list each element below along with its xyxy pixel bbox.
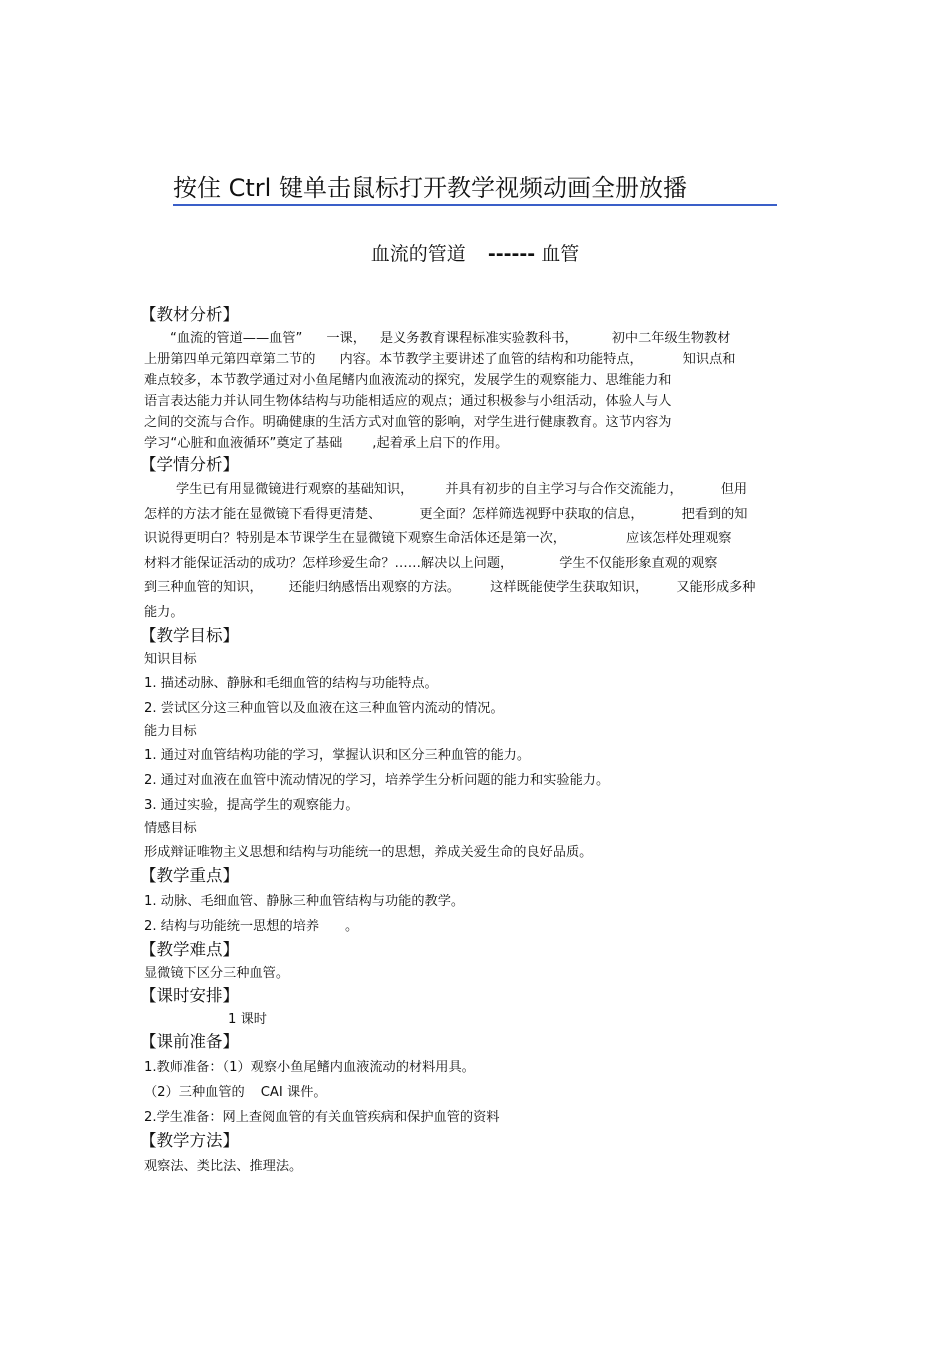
list-item: 1. 通过对血管结构功能的学习，掌握认识和区分三种血管的能力。 — [144, 748, 531, 763]
paragraph-line: 上册第四单元第四章第二节的 内容。本节教学主要讲述了血管的结构和功能特点， 知识点和 — [144, 352, 736, 367]
list-item: 1. 描述动脉、静脉和毛细血管的结构与功能特点。 — [144, 676, 438, 691]
title-left: 血流的管道 — [370, 243, 466, 265]
list-item: （2）三种血管的 CAI 课件。 — [144, 1085, 327, 1100]
emotion-goal-label: 情感目标 — [144, 821, 197, 836]
list-item: 1. 动脉、毛细血管、静脉三种血管结构与功能的教学。 — [144, 894, 465, 909]
list-item: 2. 尝试区分这三种血管以及血液在这三种血管内流动的情况。 — [144, 701, 504, 716]
title-dash: ------ — [487, 243, 536, 265]
section-heading-difficulties: 【教学难点】 — [140, 940, 239, 959]
section-heading-schedule: 【课时安排】 — [140, 986, 239, 1005]
methods-text: 观察法、类比法、推理法。 — [144, 1159, 303, 1174]
paragraph-line: 学生已有用显微镜进行观察的基础知识， 并具有初步的自主学习与合作交流能力， 但用 — [176, 482, 748, 497]
section-heading-methods: 【教学方法】 — [140, 1131, 239, 1150]
paragraph-line: 语言表达能力并认同生物体结构与功能相适应的观点；通过积极参与小组活动，体验人与人 — [144, 394, 672, 409]
section-heading-key-points: 【教学重点】 — [140, 866, 239, 885]
paragraph-line: 学习“心脏和血液循环”奠定了基础 ,起着承上启下的作用。 — [144, 436, 509, 451]
paragraph-line: 能力。 — [144, 604, 184, 620]
list-item: 3. 通过实验，提高学生的观察能力。 — [144, 798, 359, 813]
list-item: 2. 结构与功能统一思想的培养 。 — [144, 919, 359, 934]
paragraph-line: 难点较多，本节教学通过对小鱼尾鳍内血液流动的探究，发展学生的观察能力、思维能力和 — [144, 373, 672, 388]
video-link-banner[interactable]: 按住 Ctrl 键单击鼠标打开教学视频动画全册放播 — [173, 172, 777, 206]
difficulty-text: 显微镜下区分三种血管。 — [144, 966, 290, 981]
list-item: 1.教师准备：（1）观察小鱼尾鳍内血液流动的材料用具。 — [144, 1060, 475, 1075]
section-heading-preparation: 【课前准备】 — [140, 1032, 239, 1051]
paragraph-line: 怎样的方法才能在显微镜下看得更清楚、 更全面？怎样筛选视野中获取的信息， 把看到的知 — [144, 506, 748, 522]
lesson-title — [0, 240, 950, 268]
document-body — [140, 304, 810, 1179]
schedule-text: 1 课时 — [228, 1012, 267, 1027]
list-item: 2. 通过对血液在血管中流动情况的学习，培养学生分析问题的能力和实验能力。 — [144, 773, 610, 788]
section-heading-student-analysis: 【学情分析】 — [140, 455, 239, 474]
list-item: 形成辩证唯物主义思想和结构与功能统一的思想，养成关爱生命的良好品质。 — [144, 845, 593, 860]
paragraph-line: “血流的管道——血管” 一课， 是义务教育课程标准实验教科书， 初中二年级生物教材 — [170, 331, 731, 346]
paragraph-line: 材料才能保证活动的成功？怎样珍爱生命？……解决以上问题， 学生不仅能形象直观的观察 — [144, 555, 718, 571]
list-item: 2.学生准备：网上查阅血管的有关血管疾病和保护血管的资料 — [144, 1110, 500, 1125]
ability-goal-label: 能力目标 — [144, 724, 197, 739]
section-heading-teaching-goals: 【教学目标】 — [140, 626, 239, 645]
section-heading-textbook-analysis: 【教材分析】 — [140, 305, 239, 324]
knowledge-goal-label: 知识目标 — [144, 652, 197, 667]
paragraph-line: 到三种血管的知识， 还能归纳感悟出观察的方法。 这样既能使学生获取知识， 又能形成多种 — [144, 580, 756, 595]
paragraph-line: 识说得更明白？特别是本节课学生在显微镜下观察生命活体还是第一次， 应该怎样处理观察 — [144, 531, 732, 546]
title-right: 血管 — [541, 243, 580, 265]
paragraph-line: 之间的交流与合作。明确健康的生活方式对血管的影响，对学生进行健康教育。这节内容为 — [144, 415, 672, 430]
